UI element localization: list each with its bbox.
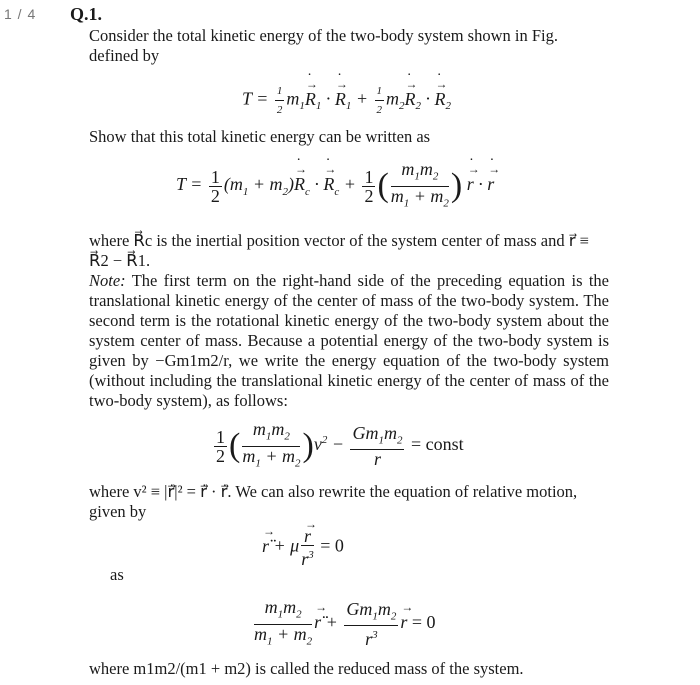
equation-kinetic-energy-definition: T = $\frac{1}{2}$ $m_1\to R$ $˙_1$ · → R $˙_1$ + $\frac{1}{2}$ $m_2\to R$ $˙_2$ · → R $˙_2$ <box>242 82 451 119</box>
question-number: Q.1. <box>70 4 103 24</box>
page-counter: 1 / 4 <box>4 6 37 22</box>
as-text: as <box>110 565 124 584</box>
note-label: Note: <box>89 271 126 290</box>
equation-energy-relative: $\frac{1}{2}$ ( $\frac{m_1m_2}{m_1 + m_2}$ )$v^2$ − $\frac{Gm_1m_2}{r}$ = const <box>216 419 464 470</box>
const-label: = const <box>410 434 464 455</box>
equation-kinetic-energy-decomposed: T = $\frac{1}{2}$ $(m_1 + m_2)\to R$ $˙_c$ · → R $˙_c$ + $\frac{1}{2}$ ( $\frac{m_1m_2}{m_1 + m_2}$ ) → r ˙ · → r ˙ <box>176 160 494 212</box>
zero-label-2: = 0 <box>411 612 436 633</box>
intro-paragraph: Consider the total kinetic energy of the two-body system shown in Fig. defined by <box>89 26 558 65</box>
show-paragraph: Show that this total kinetic energy can be written as <box>89 127 431 146</box>
zero-label-1: = 0 <box>320 535 344 556</box>
note-body: The first term on the right-hand side of the preceding equation is the translational kinetic energy of the center of mass of the two-body system. The second term is the rotational kinetic energy of the two-body system about the system center of mass. Because a potential energy of the two-body system is given by −Gm1m2/r, we write the energy equation of the two-body system (without including the translational kinetic energy of the center of mass of the two-body system), as follows: <box>89 271 609 410</box>
note-paragraph <box>89 271 609 411</box>
equation-relative-motion: → r̈̈ + μ → $\frac{r}{r^3}$ = 0 <box>262 527 344 568</box>
where-velocity-text: where v² ≡ |r⃗̇|² = r⃗̇ · r⃗̇. We can also rewrite the equation of relative motion, given by <box>89 482 578 521</box>
reduced-mass-text: where m1m2/(m1 + m2) is called the reduced mass of the system. <box>89 659 524 678</box>
equation-reduced-mass-motion: $\frac{m_1m_2}{m_1 + m_2}$ → r̈̈ + $\frac{Gm_1m_2}{r^3}$ → r = 0 <box>252 598 436 650</box>
where-center-of-mass-text: where R⃗c is the inertial position vector of the system center of mass and r⃗ ≡ R⃗2 − R⃗1. <box>89 231 589 270</box>
